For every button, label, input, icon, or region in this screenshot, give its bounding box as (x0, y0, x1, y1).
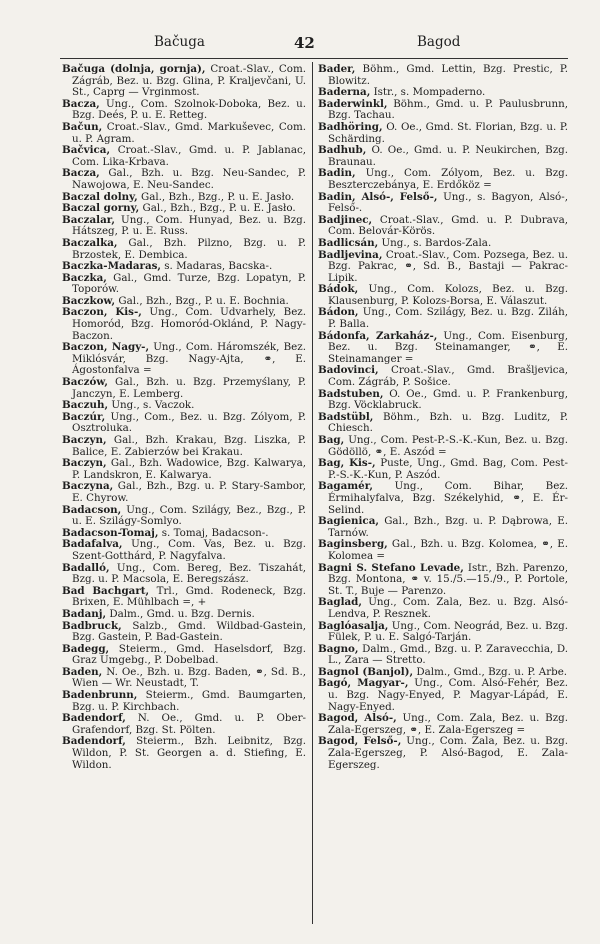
gazetteer-entry (318, 516, 568, 539)
entry-description: Gal., Bzh., Bzg. u. P. Dąbrowa, E. Tarnów. (328, 515, 568, 539)
gazetteer-entry (62, 273, 306, 296)
entry-headword: Badalló, (62, 561, 110, 574)
entry-headword: Badbruck, (62, 619, 122, 632)
entry-description: s. Tomaj, Badacson-. (158, 526, 269, 539)
entry-headword: Baczyn, (62, 457, 107, 470)
entry-headword: Bagod, Felső-, (318, 735, 402, 748)
entry-headword: Badafalva, (62, 538, 123, 551)
column-divider (312, 62, 313, 924)
page-header (60, 34, 568, 56)
entry-description: Böhm., Bzh. u. Bzg. Luditz, P. Chiesch. (328, 410, 568, 435)
gazetteer-entry (62, 64, 306, 99)
entry-description: Ung., Com. Neográd, Bez. u. Bzg. Fülek, P. u. E. Salgó-Tarján. (328, 619, 568, 644)
gazetteer-entry (318, 64, 568, 87)
gazetteer-entry (62, 458, 306, 481)
entry-headword: Badovinci, (318, 364, 379, 377)
gazetteer-entry (318, 644, 568, 667)
entry-headword: Bagnol (Banjol), (318, 665, 414, 678)
gazetteer-entry (62, 145, 306, 168)
gazetteer-entry (62, 435, 306, 458)
entry-description: Croat.-Slav., Gmd. u. P. Jablanac, Com. Lika-Krbava. (72, 144, 306, 168)
entry-description: s. Madaras, Bacska-. (161, 260, 273, 273)
gazetteer-entry (318, 365, 568, 388)
entry-description: Salzb., Gmd. Wildbad-Gastein, Bzg. Gastein, P. Bad-Gastein. (72, 619, 306, 644)
entry-description: Steierm., Gmd. Haselsdorf, Bzg. Graz Umgebg., P. Dobelbad. (72, 642, 306, 667)
entry-description: Ung., Com. Bihar, Bez. Érmihalyfalva, Bzg. Székelyhid, ⚭, E. Ér-Selind. (328, 480, 568, 516)
entry-description: Gal., Gmd. Turze, Bzg. Lopatyn, P. Toporów. (72, 271, 306, 296)
entry-description: Croat.-Slav., Gmd. u. P. Dubrava, Com. Belovár-Körös. (328, 213, 568, 238)
entry-headword: Badendorf, (62, 712, 126, 725)
entry-description: Böhm., Gmd. Lettin, Bzg. Prestic, P. Blowitz. (328, 63, 568, 87)
entry-description: Böhm., Gmd. u. P. Paulusbrunn, Bzg. Tachau. (328, 97, 568, 122)
gazetteer-entry (62, 122, 306, 145)
gazetteer-entry (318, 215, 568, 238)
gazetteer-entry (318, 481, 568, 516)
entry-headword: Bádonfa, Zarkaház-, (318, 329, 438, 342)
entry-headword: Bagó, Magyar-, (318, 677, 409, 690)
gazetteer-entry (318, 458, 568, 481)
entry-headword: Bacza, (62, 97, 100, 110)
gazetteer-entry (62, 168, 306, 191)
entry-description: Ung., Com. Zala, Bez. u. Bzg. Zala-Egerszeg, ⚭, E. Zala-Egerszeg = (328, 712, 568, 736)
gazetteer-entry (62, 342, 306, 377)
entry-headword: Badin, Alsó-, Felső-, (318, 190, 438, 203)
entry-headword: Bader, (318, 63, 356, 75)
entry-headword: Baglóasalja, (318, 619, 389, 632)
left-column (62, 64, 306, 771)
gazetteer-entry (62, 307, 306, 342)
entry-headword: Bačvica, (62, 144, 111, 157)
entry-headword: Badacson-Tomaj, (62, 526, 159, 539)
entry-headword: Baczkow, (62, 294, 116, 307)
entry-headword: Baderwinkl, (318, 97, 388, 110)
gazetteer-entry (62, 481, 306, 504)
entry-headword: Baczon, Nagy-, (62, 341, 150, 354)
gazetteer-entry (62, 505, 306, 528)
entry-headword: Baczyn, (62, 434, 107, 446)
entry-headword: Baczalar, (62, 213, 116, 226)
entry-headword: Bag, Kis-, (318, 457, 376, 470)
entry-headword: Bacza, (62, 167, 100, 180)
entry-headword: Bagod, Alsó-, (318, 712, 397, 725)
gazetteer-entry (62, 238, 306, 261)
gazetteer-entry (62, 563, 306, 586)
gazetteer-entry (62, 644, 306, 667)
entry-description: Ung., Com. Pest-P.-S.-K.-Kun, Bez. u. Bzg. Gödöllö, ⚭, E. Aszód = (328, 434, 568, 458)
gazetteer-entry (318, 99, 568, 122)
gazetteer-entry (318, 412, 568, 435)
entry-headword: Badhub, (318, 144, 367, 157)
entry-description: Gal., Bzh. Wadowice, Bzg. Kalwarya, P. Landskron, E. Kalwarya. (72, 457, 306, 481)
entry-description: Ung., Com., Bez. u. Bzg. Zólyom, P. Osztroluka. (72, 410, 306, 435)
entry-headword: Bagienica, (318, 515, 379, 528)
entry-headword: Badlicsán, (318, 236, 379, 249)
right-column (318, 64, 568, 771)
entry-description: Croat.-Slav., Gmd. Markuševec, Com. u. P. Agram. (72, 120, 306, 145)
gazetteer-entry (318, 736, 568, 771)
entry-headword: Badstuben, (318, 387, 384, 400)
entry-headword: Badenbrunn, (62, 689, 138, 702)
entry-description: Ung., Com. Szilágy, Bez., Bzg., P. u. E. Szilágy-Somlyo. (72, 503, 306, 528)
entry-headword: Bagamér, (318, 480, 373, 493)
entry-description: Ung., Com. Szolnok-Doboka, Bez. u. Bzg. Deés, P. u. E. Retteg. (72, 97, 306, 122)
entry-description: N. Oe., Bzh. u. Bzg. Baden, ⚭, Sd. B., Wien — Wr. Neustadt, T. (72, 665, 306, 690)
entry-headword: Bádon, (318, 306, 359, 319)
entry-headword: Badendorf, (62, 735, 126, 748)
entry-headword: Bačuga (dolnja, gornja), (62, 63, 206, 75)
gazetteer-entry (62, 412, 306, 435)
gazetteer-entry (318, 621, 568, 644)
entry-headword: Baczuh, (62, 399, 109, 412)
entry-description: Ung., Com. Háromszék, Bez. Miklósvár, Bzg. Nagy-Ajta, ⚭, E. Ágostonfalva = (72, 341, 306, 377)
entry-description: Puste, Ung., Gmd. Bag, Com. Pest-P.-S.-K.-Kun, P. Aszód. (328, 457, 568, 481)
entry-description: O. Oe., Gmd. u. P. Frankenburg, Bzg. Vöcklabruck. (328, 387, 568, 412)
header-rule (60, 58, 568, 59)
gazetteer-entry (62, 99, 306, 122)
gazetteer-entry (318, 284, 568, 307)
gazetteer-entry (62, 539, 306, 562)
gazetteer-entry (318, 122, 568, 145)
entry-description: Gal., Bzh., Bzg. u. P. Stary-Sambor, E. Chyrow. (72, 480, 306, 504)
entry-headword: Badjinec, (318, 213, 373, 226)
entry-description: Croat.-Slav., Com. Zágráb, Bez. u. Bzg. Glina, P. Kraljevčani, U. St., Caprg — Vrginmost. (72, 63, 306, 99)
entry-headword: Badacson, (62, 503, 122, 516)
entry-headword: Baczka, (62, 271, 107, 284)
entry-description: Steierm., Gmd. Baumgarten, Bzg. u. P. Kirchbach. (72, 689, 306, 713)
gazetteer-entry (62, 377, 306, 400)
gazetteer-entry (318, 678, 568, 713)
entry-description: Croat.-Slav., Com. Pozsega, Bez. u. Bzg. Pakrac, ⚭, Sd. B., Bastaji — Pakrac-Lipik. (328, 248, 568, 284)
entry-description: Croat.-Slav., Gmd. Brašljevica, Com. Zágráb, P. Sošice. (328, 364, 568, 389)
gazetteer-entry (62, 215, 306, 238)
entry-headword: Baczka-Madaras, (62, 260, 161, 273)
entry-headword: Baczúr, (62, 410, 106, 423)
entry-description: Dalm., Gmd. u. Bzg. Dernis. (106, 607, 255, 620)
entry-description: Steierm., Bzh. Leibnitz, Bzg. Wildon, P. St. Georgen a. d. Stiefing, E. Wildon. (72, 735, 306, 771)
entry-headword: Baczal dolny, (62, 190, 138, 203)
entry-headword: Badegg, (62, 642, 110, 655)
entry-description: Ung., s. Bardos-Zala. (378, 236, 492, 249)
entry-headword: Badljevina, (318, 248, 383, 261)
gazetteer-entry (62, 667, 306, 690)
gazetteer-entry (318, 435, 568, 458)
entry-description: Ung., Com. Eisenburg, Bez. u. Bzg. Steinamanger, ⚭, E. Steinamanger = (328, 329, 568, 365)
gazetteer-entry (318, 145, 568, 168)
entry-description: Ung., s. Vaczok. (108, 399, 195, 412)
entry-description: Dalm., Gmd., Bzg. u. P. Zaravecchia, D. L., Zara — Stretto. (328, 642, 568, 667)
entry-headword: Bag, (318, 434, 345, 446)
gazetteer-entry (318, 192, 568, 215)
gazetteer-entry (62, 713, 306, 736)
gazetteer-entry (318, 168, 568, 191)
entry-headword: Bačun, (62, 120, 103, 133)
entry-headword: Baden, (62, 665, 103, 678)
entry-headword: Badanj, (62, 607, 107, 620)
entry-description: Trl., Gmd. Rodeneck, Bzg. Brixen, E. Mühlbach =, + (72, 584, 306, 609)
gazetteer-entry (62, 621, 306, 644)
entry-description: Gal., Bzh., Bzg., P. u. E. Bochnia. (115, 294, 289, 307)
gazetteer-entry (62, 690, 306, 713)
entry-description: Ung., Com. Alsó-Fehér, Bez. u. Bzg. Nagy-Enyed, P. Magyar-Lápád, E. Nagy-Enyed. (328, 677, 568, 713)
gazetteer-entry (318, 389, 568, 412)
gazetteer-entry (318, 539, 568, 562)
entry-headword: Bádok, (318, 283, 359, 296)
entry-headword: Baginsberg, (318, 538, 388, 551)
gazetteer-entry (318, 250, 568, 285)
entry-description: Ung., Com. Bereg, Bez. Tiszahát, Bzg. u. P. Macsola, E. Beregszász. (72, 561, 306, 586)
entry-headword: Bad Bachgart, (62, 584, 150, 597)
entry-description: Ung., Com. Zala, Bez. u. Bzg. Alsó-Lendva, P. Resznek. (328, 596, 568, 620)
gazetteer-entry (318, 307, 568, 330)
entry-description: Ung., Com. Vas, Bez. u. Bzg. Szent-Gotthárd, P. Nagyfalva. (72, 538, 306, 562)
gazetteer-entry (62, 586, 306, 609)
entry-description: Ung., Com. Szilágy, Bez. u. Bzg. Ziláh, P. Balla. (328, 306, 568, 331)
entry-headword: Baczyna, (62, 480, 114, 493)
entry-headword: Badstübl, (318, 410, 374, 423)
entry-headword: Baczon, Kis-, (62, 306, 142, 319)
entry-description: O. Oe., Gmd. u. P. Neukirchen, Bzg. Braunau. (328, 144, 568, 168)
entry-headword: Badin, (318, 167, 356, 180)
entry-description: Gal., Bzh., Bzg., P. u. E. Jasło. (139, 202, 296, 215)
entry-description: Gal., Bzh., Bzg., P. u. E. Jasło. (137, 190, 295, 203)
entry-description: Gal., Bzh. Krakau, Bzg. Liszka, P. Balice, E. Zabierzów bei Krakau. (72, 434, 306, 458)
entry-headword: Baderna, (318, 86, 371, 99)
gazetteer-entry (62, 736, 306, 771)
entry-description: Ung., s. Bagyon, Alsó-, Felső-. (328, 190, 568, 215)
gazetteer-entry (318, 597, 568, 620)
entry-description: Gal., Bzh. u. Bzg. Kolomea, ⚭, E. Kolomea = (328, 538, 568, 562)
entry-description: Gal., Bzh. Pilzno, Bzg. u. P. Brzostek, E. Dembica. (72, 236, 306, 261)
page-number: 42 (294, 34, 315, 52)
entry-description: Ung., Com. Zólyom, Bez. u. Bzg. Beszterczebánya, E. Erdőköz = (328, 167, 568, 191)
entry-headword: Baczal gorny, (62, 202, 140, 215)
entry-description: Ung., Com. Hunyad, Bez. u. Bzg. Hátszeg, P. u. E. Russ. (72, 213, 306, 238)
entry-headword: Baczów, (62, 376, 108, 389)
gazetteer-entry (318, 563, 568, 598)
entry-description: Ung., Com. Udvarhely, Bez. Homoród, Bzg. Homoród-Oklánd, P. Nagy-Baczon. (72, 306, 306, 342)
entry-description: Istr., Bzh. Parenzo, Bzg. Montona, ⚭ v. 15./5.—15./9., P. Portole, St. T., Buje — Parenzo. (328, 561, 568, 597)
entry-description: Dalm., Gmd., Bzg. u. P. Arbe. (413, 665, 568, 678)
entry-description: Istr., s. Mompaderno. (370, 86, 486, 99)
entry-description: Ung., Com. Kolozs, Bez. u. Bzg. Klausenburg, P. Kolozs-Borsa, E. Válaszut. (328, 283, 568, 307)
entry-headword: Badhöring, (318, 120, 383, 133)
entry-headword: Bagno, (318, 642, 359, 655)
running-head-right: Bagod (417, 34, 461, 50)
entry-headword: Baglad, (318, 596, 362, 609)
entry-description: Ung., Com. Zala, Bez. u. Bzg. Zala-Egerszeg, P. Alsó-Bagod, E. Zala-Egerszeg. (328, 735, 568, 771)
entry-description: Gal., Bzh. u. Bzg. Przemyślany, P. Janczyn, E. Lemberg. (72, 376, 306, 400)
gazetteer-entry (318, 331, 568, 366)
entry-headword: Baczalka, (62, 236, 118, 249)
gazetteer-entry (318, 713, 568, 736)
entry-description: O. Oe., Gmd. St. Florian, Bzg. u. P. Schärding. (328, 120, 568, 145)
entry-headword: Bagni S. Stefano Levade, (318, 561, 464, 574)
running-head-left: Bačuga (154, 34, 205, 50)
entry-description: Gal., Bzh. u. Bzg. Neu-Sandec, P. Nawojowa, E. Neu-Sandec. (72, 167, 306, 191)
entry-description: N. Oe., Gmd. u. P. Ober-Grafendorf, Bzg. St. Pölten. (72, 712, 306, 736)
